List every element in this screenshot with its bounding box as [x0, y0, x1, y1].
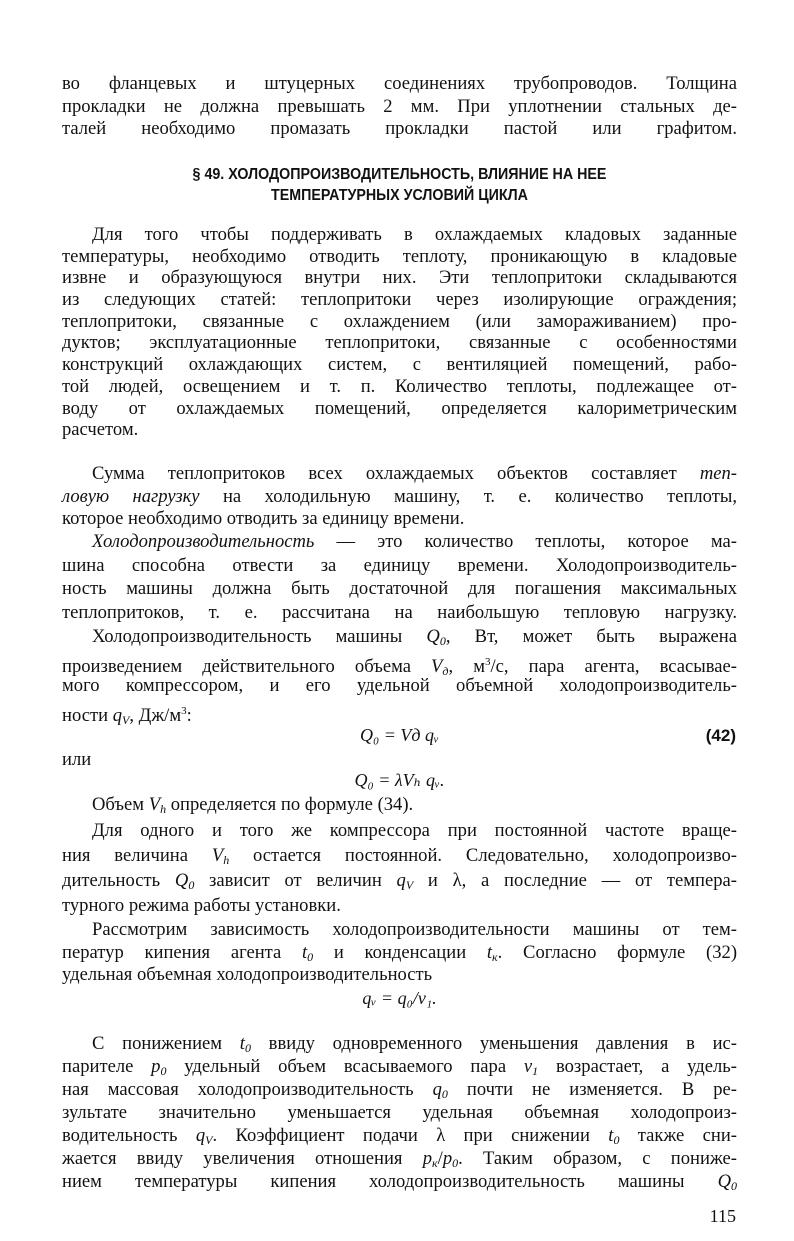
- text-segment: жается ввиду увеличения отношения: [62, 1148, 423, 1169]
- text-segment: Для того чтобы поддерживать в охлаждаемых кладовых заданные: [92, 224, 737, 245]
- italic-text: Q: [426, 626, 440, 647]
- text-segment: расчетом.: [62, 419, 139, 441]
- index-text: V: [122, 712, 130, 727]
- text-segment: и конденсации: [313, 941, 487, 963]
- text-segment: ности: [62, 704, 113, 726]
- text-line: [62, 674, 737, 699]
- text-segment: — это количество теплоты, которое ма-: [314, 531, 737, 552]
- index-text: h: [160, 802, 167, 816]
- text-line: [62, 868, 737, 893]
- index-text: 0: [441, 1087, 448, 1101]
- italic-text: q: [112, 704, 122, 726]
- italic-text: V: [431, 655, 443, 677]
- text-line: [62, 311, 737, 333]
- text-line: [62, 794, 737, 816]
- text-line: [62, 289, 737, 311]
- text-line: [62, 919, 737, 942]
- text-line: [62, 486, 737, 509]
- text-line: [62, 1170, 737, 1193]
- italic-text: t: [239, 1033, 245, 1054]
- paragraph-capacity-formula: [62, 625, 737, 727]
- text-segment: Объем: [92, 794, 149, 815]
- text-segment: температуры, необходимо отводить теплоту, проникающую в кладовые: [62, 245, 737, 267]
- index-text: 1: [532, 1064, 539, 1078]
- text-line: [62, 73, 737, 96]
- text-line: [62, 554, 737, 578]
- text-segment: дуктов; эксплуатационные теплопритоки, связанные с особенностями: [62, 332, 737, 354]
- text-line: [62, 1101, 737, 1124]
- text-line: [62, 818, 737, 843]
- text-line: [62, 1124, 737, 1147]
- text-segment: удельная объемная холодопроизводительность: [62, 964, 433, 985]
- italic-text: p: [422, 1148, 433, 1169]
- text-segment: возрастает, а удель-: [538, 1056, 737, 1077]
- text-segment: :: [186, 704, 192, 726]
- italic-text: Q: [717, 1171, 731, 1192]
- text-line: [62, 1147, 737, 1170]
- text-segment: и λ, а последние — от темпера-: [413, 870, 738, 891]
- text-line: [62, 650, 737, 678]
- index-text: V: [205, 1133, 213, 1147]
- paragraph-continuation: [62, 73, 737, 141]
- index-text: 0: [188, 878, 195, 892]
- text-segment: Для одного и того же компрессора при постоянной частоте враще-: [92, 820, 737, 841]
- equation-qv: qᵥ = q₀/v₁.: [362, 988, 437, 1008]
- text-segment: ввиду одновременного уменьшения давления в ис-: [250, 1033, 737, 1054]
- text-segment: шина способна отвести за единицу времени. Холодопроизводитель-: [62, 554, 737, 576]
- index-text: 3: [181, 704, 187, 717]
- index-text: к: [432, 1156, 438, 1170]
- text-segment: нием температуры кипения холодопроизводительность машины: [62, 1171, 718, 1192]
- text-line: [62, 1032, 737, 1055]
- text-segment: Холодопроизводительность машины: [92, 626, 427, 647]
- text-segment: ность машины должна быть достаточной для погашения максимальных: [62, 578, 737, 599]
- text-segment: удельный объем всасываемого пара: [166, 1056, 524, 1077]
- paragraph-heat-load: [62, 463, 737, 531]
- text-line: [62, 246, 737, 268]
- text-segment: Рассмотрим зависимость холодопроизводительности машины от тем-: [92, 919, 737, 940]
- text-segment: , м: [448, 655, 485, 677]
- text-segment: также сни-: [619, 1125, 737, 1146]
- text-segment: турного режима работы установки.: [62, 895, 341, 916]
- text-segment: . Таким образом, с пониже-: [458, 1148, 737, 1169]
- index-text: 0: [613, 1133, 620, 1147]
- text-line: [62, 118, 737, 141]
- text-line: [62, 625, 737, 650]
- text-line: [62, 1078, 737, 1101]
- paragraph-lowering-t0: [62, 1032, 737, 1193]
- text-line: [62, 530, 737, 554]
- text-segment: , Дж/м: [129, 704, 182, 726]
- italic-text: теп-: [699, 463, 737, 484]
- text-segment: или: [62, 749, 92, 770]
- text-segment: почти не изменяется. В ре-: [447, 1079, 737, 1100]
- page-number: 115: [709, 1206, 736, 1226]
- text-line: [62, 942, 737, 965]
- paragraph-dependence: [62, 919, 737, 987]
- text-line: [62, 376, 737, 398]
- italic-text: q: [432, 1079, 442, 1100]
- text-segment: на холодильную машину, т. е. количество теплоты,: [199, 485, 737, 507]
- text-segment: прокладки не должна превышать 2 мм. При уплотнении стальных де-: [62, 95, 737, 117]
- section-heading-line: § 49. ХОЛОДОПРОИЗВОДИТЕЛЬНОСТЬ, ВЛИЯНИЕ НА НЕЕ: [192, 166, 607, 183]
- italic-text: p: [442, 1148, 453, 1169]
- text-segment: произведением действительного объема: [62, 655, 432, 677]
- text-segment: из следующих статей: теплопритоки через изолирующие ограждения;: [62, 289, 737, 311]
- text-segment: во фланцевых и штуцерных соединениях трубопроводов. Толщина: [62, 73, 737, 94]
- text-line: [62, 601, 737, 625]
- italic-text: V: [211, 845, 224, 866]
- italic-text: v: [523, 1056, 533, 1077]
- text-segment: которое необходимо отводить за единицу времени.: [62, 508, 465, 529]
- text-or: [62, 749, 737, 771]
- italic-text: Холодопроизводительность: [92, 531, 315, 552]
- text-segment: С понижением: [92, 1033, 240, 1054]
- text-segment: /: [437, 1148, 443, 1169]
- text-segment: ператур кипения агента: [62, 941, 302, 963]
- index-text: 0: [244, 1041, 251, 1055]
- paragraph-constant-frequency: [62, 818, 737, 918]
- text-segment: , Вт, может быть выражена: [445, 626, 737, 647]
- text-segment: парителе: [62, 1056, 152, 1077]
- italic-text: p: [151, 1056, 161, 1077]
- text-line: [62, 96, 737, 119]
- text-segment: воду от охлаждаемых помещений, определяется калориметрическим: [62, 397, 737, 419]
- text-line: [62, 699, 737, 727]
- text-segment: теплопритоки, связанные с охлаждением (или замораживанием) про-: [62, 310, 737, 332]
- text-segment: мого компрессором, и его удельной объемной холодопроизводитель-: [62, 675, 737, 696]
- text-segment: теплопритоков, т. е. рассчитана на наибольшую тепловую нагрузку.: [62, 601, 737, 623]
- text-segment: определяется по формуле (34).: [166, 794, 414, 815]
- italic-text: ловую нагрузку: [62, 485, 200, 507]
- paragraph-heat-inflow: [62, 224, 737, 441]
- index-text: 3: [484, 655, 491, 668]
- italic-text: q: [195, 1125, 206, 1146]
- text-segment: ния величина: [62, 845, 212, 866]
- section-heading-line: ТЕМПЕРАТУРНЫХ УСЛОВИЙ ЦИКЛА: [271, 187, 528, 204]
- equation-number: (42): [705, 726, 736, 745]
- text-segment: Сумма теплопритоков всех охлаждаемых объектов составляет: [92, 463, 700, 484]
- text-segment: дительность: [62, 870, 175, 891]
- italic-text: Q: [174, 870, 189, 891]
- text-segment: . Согласно формуле (32): [497, 941, 738, 963]
- text-line: [62, 267, 737, 289]
- italic-text: t: [486, 941, 493, 963]
- text-line: [62, 332, 737, 354]
- text-line: [62, 463, 737, 486]
- text-line: [62, 398, 737, 420]
- text-line: [62, 419, 737, 441]
- text-line: [62, 1055, 737, 1078]
- text-segment: извне и образующуюся внутри них. Эти теплопритоки складываются: [62, 267, 737, 289]
- index-text: 0: [307, 949, 314, 964]
- text-segment: /с, пара агента, всасывае-: [490, 655, 737, 677]
- index-text: д: [442, 663, 449, 678]
- text-segment: ная массовая холодопроизводительность: [62, 1079, 433, 1100]
- italic-text: V: [148, 794, 161, 815]
- paragraph-volume-ref: [62, 794, 737, 816]
- text-segment: зависит от величин: [194, 870, 397, 891]
- index-text: V: [405, 878, 414, 892]
- text-segment: той людей, освещением и т. п. Количество теплоты, подлежащее от-: [62, 375, 737, 397]
- italic-text: t: [302, 941, 308, 963]
- text-segment: талей необходимо промазать прокладки пастой или графитом.: [62, 118, 737, 139]
- text-segment: конструкций охлаждающих систем, с вентиляцией помещений, рабо-: [62, 354, 737, 376]
- text-line: [62, 843, 737, 868]
- text-segment: зультате значительно уменьшается удельная объемная холодопроиз-: [62, 1102, 737, 1123]
- text-line: [62, 224, 737, 246]
- equation-42: Q₀ = Vд qᵥ: [359, 725, 440, 745]
- paragraph-definition: [62, 530, 737, 624]
- index-text: h: [223, 853, 230, 867]
- index-text: к: [492, 949, 498, 964]
- text-line: [62, 577, 737, 601]
- index-text: 0: [439, 634, 446, 648]
- index-text: 0: [452, 1156, 459, 1170]
- text-segment: водительность: [62, 1125, 196, 1146]
- text-segment: . Коэффициент подачи λ при снижении: [212, 1125, 609, 1146]
- italic-text: q: [396, 870, 406, 891]
- text-line: [62, 964, 737, 987]
- text-line: [62, 749, 737, 771]
- italic-text: t: [608, 1125, 614, 1146]
- text-line: [62, 508, 737, 531]
- section-heading: [89, 164, 710, 206]
- text-line: [62, 354, 737, 376]
- index-text: 0: [731, 1179, 737, 1193]
- text-segment: остается постоянной. Следовательно, холодопроизво-: [229, 845, 737, 866]
- index-text: 0: [160, 1064, 167, 1078]
- text-line: [62, 893, 737, 918]
- equation-lambda: Q₀ = λVₕ qᵥ.: [354, 770, 445, 790]
